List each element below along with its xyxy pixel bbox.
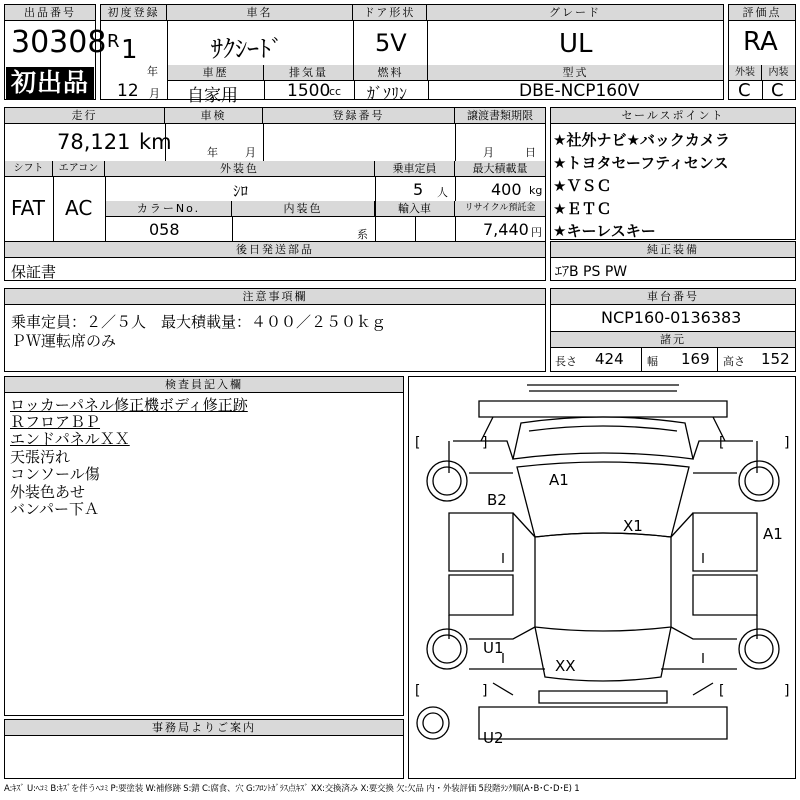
grade: UL — [559, 29, 593, 59]
svg-text:]: ] — [481, 435, 490, 451]
ext-color: ｼﾛ — [233, 182, 249, 200]
door-label: ドア形状 — [353, 5, 427, 21]
door-type: 5V — [375, 29, 407, 57]
shift: FAT — [11, 196, 46, 220]
displacement: 1500 — [287, 81, 331, 101]
fuel-label: 燃料 — [354, 65, 428, 81]
sales-point-1: ★社外ナビ★バックカメラ — [553, 131, 730, 149]
year-unit: 年 — [147, 65, 158, 78]
inspector-line-4: 天張汚れ — [10, 448, 71, 466]
equipment-label: 純正装備 — [551, 242, 795, 258]
model: DBE-NCP160V — [519, 81, 640, 101]
sales-point-2: ★トヨタセーフティセンス — [553, 154, 729, 172]
reg-label: 登録番号 — [263, 108, 455, 124]
chassis-box — [550, 288, 796, 372]
sales-point-4: ★ＥＴＣ — [553, 200, 612, 218]
car-outline-diagram — [409, 377, 795, 778]
dims-label: 諸元 — [551, 332, 795, 348]
inspector-line-1: ロッカーパネル修正機ボディ修正跡 — [10, 396, 248, 414]
office-box — [4, 719, 404, 779]
chassis-label: 車台番号 — [551, 289, 795, 305]
inspector-line-3: エンドパネルＸＸ — [10, 430, 130, 448]
displacement-label: 排気量 — [264, 65, 354, 81]
svg-text:]: ] — [481, 683, 490, 699]
inspector-line-6: 外装色あせ — [10, 483, 86, 501]
svg-text:]: ] — [783, 683, 792, 699]
color-no: 058 — [149, 220, 180, 239]
recycle: 7,440 — [483, 220, 529, 239]
mileage-unit: km — [139, 130, 172, 154]
era: R — [107, 31, 120, 52]
score: RA — [743, 27, 778, 57]
car-name: ｻｸｼｰﾄﾞ — [211, 35, 283, 63]
first-reg-label: 初度登録 — [101, 5, 167, 21]
ac-label: エアコン — [53, 161, 105, 177]
history-label: 車歴 — [168, 65, 264, 81]
mark-b2: B2 — [487, 491, 507, 509]
height: 152 — [761, 350, 790, 368]
color-no-label: カラーNo. — [106, 201, 232, 217]
int-color-unit: 系 — [357, 228, 368, 241]
svg-text:[: [ — [413, 435, 422, 451]
grade-label: グレード — [427, 5, 723, 21]
mark-x1: X1 — [623, 517, 643, 535]
svg-text:]: ] — [783, 435, 792, 451]
length-label: 長さ — [555, 355, 577, 368]
mark-a1-right: A1 — [763, 525, 783, 543]
capacity-label: 乗車定員 — [375, 161, 455, 177]
transfer-month: 月 — [483, 146, 494, 159]
sales-points-box — [550, 107, 796, 240]
height-label: 高さ — [723, 355, 745, 368]
length: 424 — [595, 350, 624, 368]
inspection-month: 月 — [245, 146, 256, 159]
load: 400 — [491, 180, 522, 199]
notes-line-1: 乗車定員：２／５人 最大積載量：４００／２５０ｋｇ — [11, 313, 387, 331]
score-label: 評価点 — [729, 5, 795, 21]
fuel: ｶﾞｿﾘﾝ — [367, 84, 408, 103]
interior-grade: C — [771, 80, 784, 101]
shift-label: シフト — [5, 161, 53, 177]
sales-point-3: ★ＶＳＣ — [553, 177, 612, 195]
notes-box — [4, 288, 546, 372]
interior-label: 内装 — [762, 65, 795, 81]
inspector-line-2: ＲフロアＢＰ — [10, 413, 101, 431]
load-label: 最大積載量 — [455, 161, 545, 177]
mark-u1: U1 — [483, 639, 504, 657]
first-listing-badge: 初出品 — [6, 67, 94, 99]
office-label: 事務局よりご案内 — [5, 720, 403, 736]
mark-a1-roof: A1 — [549, 471, 569, 489]
recycle-label: リサイクル預託金 — [455, 201, 545, 217]
mileage-label: 走行 — [5, 108, 165, 124]
car-name-label: 車名 — [167, 5, 353, 21]
inspector-line-5: コンソール傷 — [10, 465, 100, 483]
recycle-unit: 円 — [531, 226, 542, 239]
vehicle-header-box — [100, 4, 724, 106]
mark-u2: U2 — [483, 729, 504, 747]
chassis-number: NCP160-0136383 — [601, 308, 742, 327]
later-parts-label: 後日発送部品 — [5, 242, 545, 258]
month-unit: 月 — [149, 87, 160, 100]
ac: AC — [65, 196, 93, 220]
notes-label: 注意事項欄 — [5, 289, 545, 305]
legend: A:ｷｽﾞ U:ﾍｺﾐ B:ｷｽﾞを伴うﾍｺﾐ P:要塗装 W:補修跡 S:錆 C:腐食、穴 G:ﾌﾛﾝﾄｶﾞﾗｽ点ｷｽﾞ XX:交換済み X:要交換 欠:欠品 内・外装評価 5段階ﾗﾝｸ順(A･B･C･D･E) 1 — [4, 784, 580, 794]
mark-xx: XX — [555, 657, 576, 675]
width-label: 幅 — [647, 355, 658, 368]
inspection-year: 年 — [207, 146, 218, 159]
transfer-day: 日 — [525, 146, 536, 159]
later-parts: 保証書 — [11, 263, 57, 281]
svg-text:[: [ — [717, 683, 726, 699]
sales-point-5: ★キーレスキー — [553, 222, 656, 240]
equipment-value: ｴｱB PS PW — [555, 264, 628, 280]
inspection-label: 車検 — [165, 108, 263, 124]
history: 自家用 — [187, 86, 238, 106]
int-color-label: 内装色 — [232, 201, 375, 217]
capacity: 5 — [413, 180, 424, 199]
inspector-box — [4, 376, 404, 716]
svg-text:[: [ — [413, 683, 422, 699]
month: 12 — [117, 81, 139, 101]
vehicle-info-box — [4, 107, 546, 281]
width: 169 — [681, 350, 710, 368]
transfer-label: 譲渡書類期限 — [455, 108, 545, 124]
displacement-unit: cc — [329, 85, 342, 98]
exterior-grade: C — [738, 80, 751, 101]
lot-number-box — [4, 4, 107, 100]
model-label: 型式 — [428, 65, 723, 81]
lot-number-label: 出品番号 — [5, 5, 95, 21]
capacity-unit: 人 — [437, 186, 448, 199]
svg-text:[: [ — [717, 435, 726, 451]
sales-points-label: セールスポイント — [551, 108, 795, 124]
inspector-label: 検査員記入欄 — [5, 377, 403, 393]
equipment-box — [550, 241, 796, 281]
exterior-label: 外装 — [729, 65, 762, 81]
score-box — [728, 4, 796, 100]
mileage: 78,121 — [57, 130, 131, 154]
damage-diagram — [408, 376, 796, 779]
import-label: 輸入車 — [375, 201, 455, 217]
inspector-line-7: バンパー下Ａ — [10, 500, 99, 518]
lot-number: 30308 — [11, 25, 107, 60]
era-year: 1 — [121, 35, 138, 65]
ext-color-label: 外装色 — [105, 161, 375, 177]
load-unit: kg — [529, 184, 543, 197]
notes-line-2: ＰＷ運転席のみ — [11, 332, 117, 350]
